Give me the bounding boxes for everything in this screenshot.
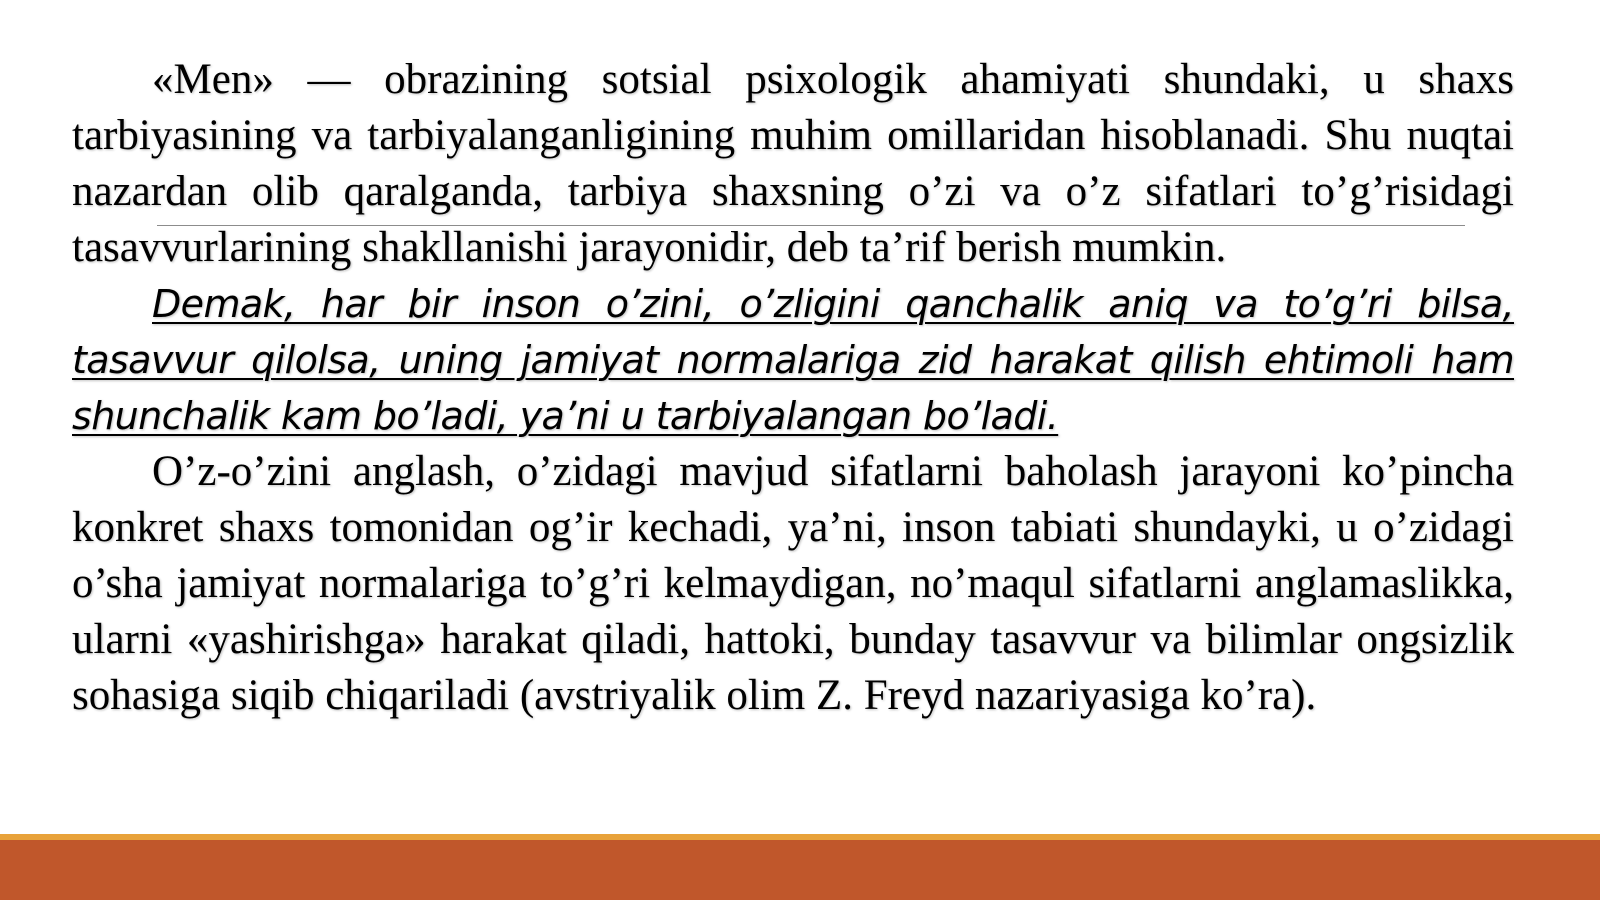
footer-bar <box>0 840 1600 900</box>
paragraph-self-awareness: O’z-o’zini anglash, o’zidagi mavjud sifatlarni baholash jarayoni ko’pincha konkret shaxs tomonidan og’ir kechadi, ya’ni, inson tabiati shundayki, u o’zidagi o’sha jamiyat normalariga to’g’ri kelmaydigan, no’maqul sifatlarni anglamaslikka, ularni «yashirishga» harakat qiladi, hattoki, bunday tasavvur va bilimlar ongsizlik sohasiga siqib chiqariladi (avstriyalik olim Z. Freyd nazariyasiga ko’ra). <box>72 448 1514 719</box>
divider-line <box>157 225 1465 226</box>
paragraph-emphasis: Demak, har bir inson o’zini, o’zligini qanchalik aniq va to’g’ri bilsa, tasavvur qilolsa, uning jamiyat normalariga zid harakat qilish ehtimoli ham shunchalik kam bo’ladi, ya’ni u tarbiyalangan bo’ladi. <box>72 282 1514 438</box>
text-body <box>72 52 1514 724</box>
paragraph-men-image: «Men» — obrazining sotsial psixologik ahamiyati shundaki, u shaxs tarbiyasining va tarbiyalanganligining muhim omillaridan hisoblanadi. Shu nuqtai nazardan olib qaralganda, tarbiya shaxsning o’zi va o’z sifatlari to’g’risidagi tasavvurlarining shakllanishi jarayonidir, deb ta’rif berish mumkin. <box>72 56 1514 271</box>
